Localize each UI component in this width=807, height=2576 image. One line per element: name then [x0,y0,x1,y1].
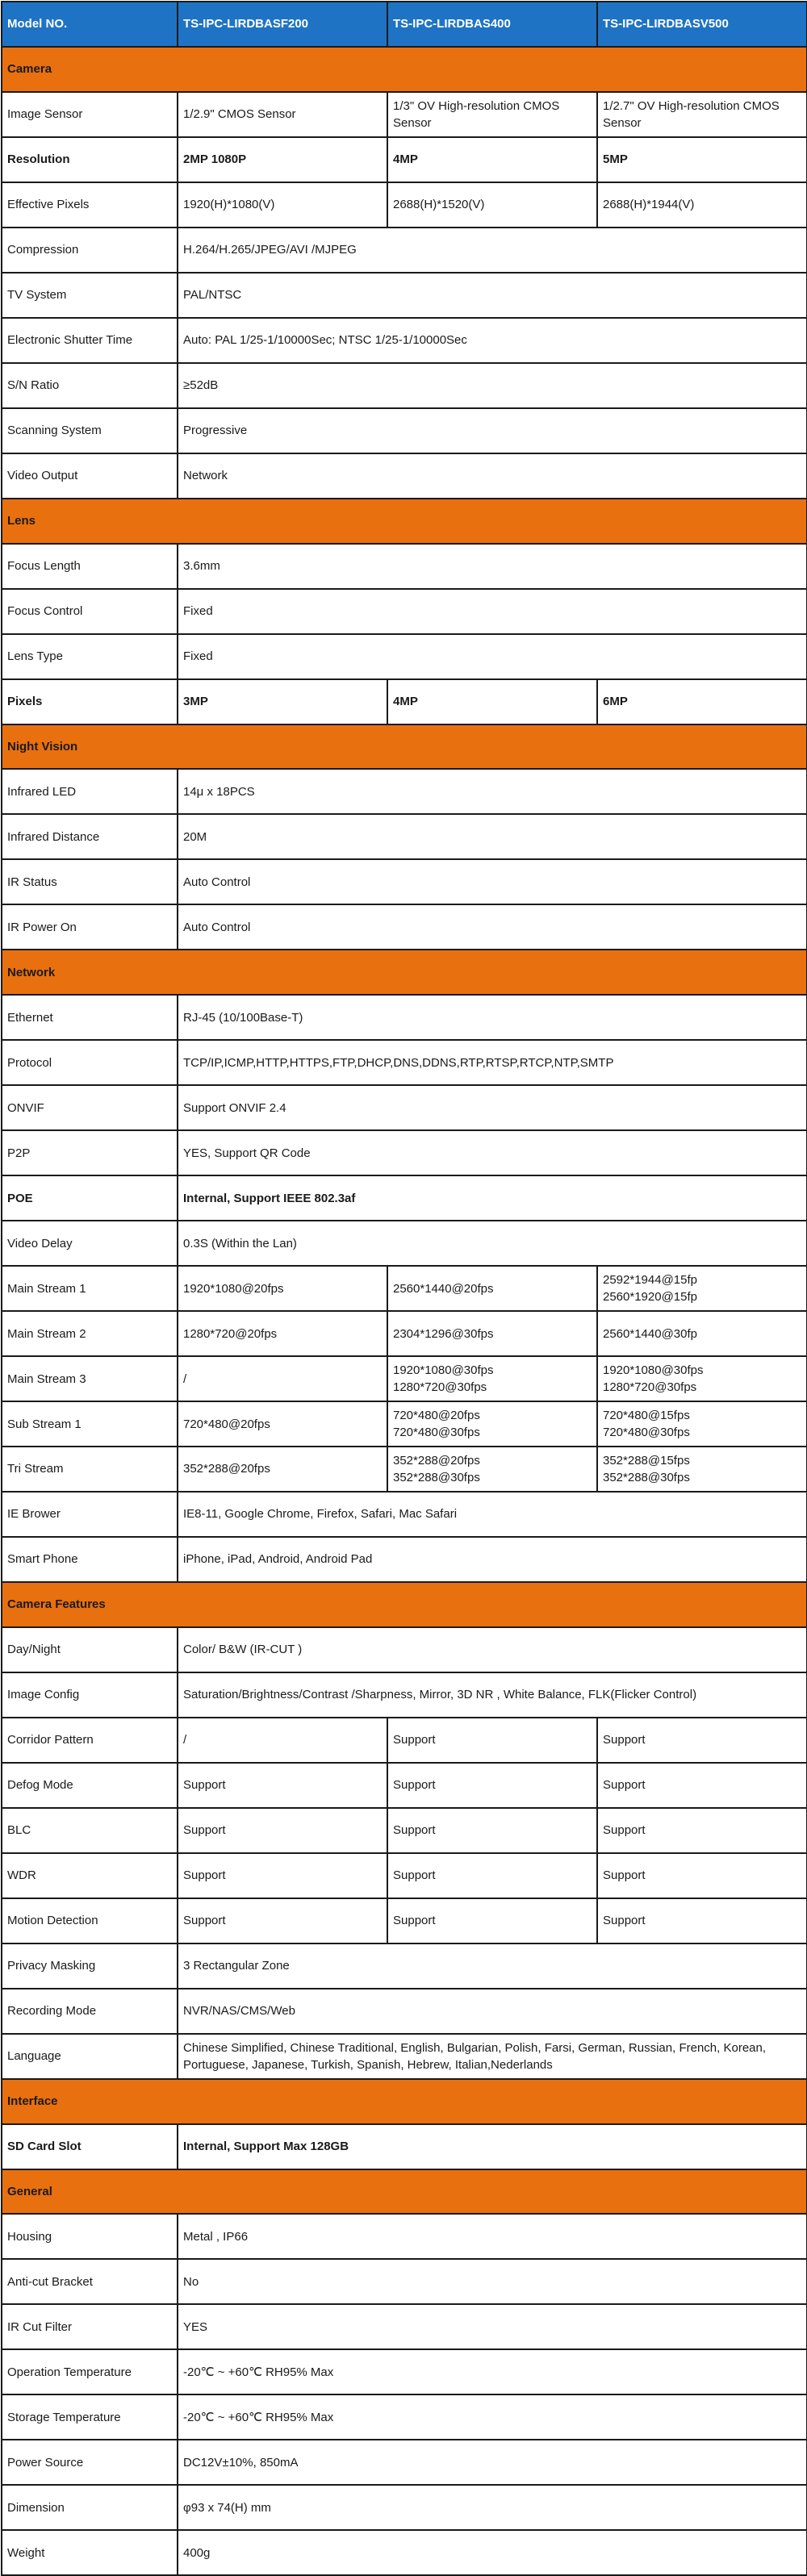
table-row [2,2440,807,2485]
spec-value: Metal , IP66 [178,2214,807,2259]
model-number-header: TS-IPC-LIRDBASF200 [178,2,387,47]
spec-label: Main Stream 2 [2,1311,178,1356]
spec-value: Support [387,1898,597,1943]
table-row [2,2034,807,2079]
spec-value: 1920*1080@30fps 1280*720@30fps [387,1356,597,1401]
spec-label: S/N Ratio [2,363,178,408]
spec-value: 2304*1296@30fps [387,1311,597,1356]
spec-value: / [178,1718,387,1763]
section-header-row [2,47,807,92]
section-header-row [2,724,807,770]
spec-label: Recording Mode [2,1989,178,2034]
column-header-label: Model NO. [2,2,178,47]
spec-value: RJ-45 (10/100Base-T) [178,995,807,1040]
spec-value: Internal, Support IEEE 802.3af [178,1175,807,1221]
table-row [2,679,807,724]
section-title: General [2,2169,807,2215]
table-row [2,137,807,182]
spec-label: Lens Type [2,634,178,679]
spec-label: Infrared Distance [2,814,178,859]
spec-label: Day/Night [2,1627,178,1672]
spec-value: Auto Control [178,859,807,904]
spec-value: 2560*1440@30fp [597,1311,807,1356]
spec-value: Support [387,1763,597,1808]
section-header-row [2,1582,807,1627]
section-title: Network [2,950,807,995]
spec-value: 352*288@20fps [178,1447,387,1492]
table-row [2,544,807,589]
table-row [2,634,807,679]
spec-label: Power Source [2,2440,178,2485]
table-row [2,1447,807,1492]
spec-label: TV System [2,273,178,318]
table-row [2,2304,807,2349]
spec-value: IE8-11, Google Chrome, Firefox, Safari, Mac Safari [178,1492,807,1537]
table-row [2,182,807,228]
spec-label: Storage Temperature [2,2394,178,2440]
spec-value: Auto: PAL 1/25-1/10000Sec; NTSC 1/25-1/10000Sec [178,318,807,363]
table-row [2,453,807,499]
spec-value: Support ONVIF 2.4 [178,1085,807,1130]
spec-value: Support [178,1808,387,1853]
table-row [2,2485,807,2530]
spec-label: Dimension [2,2485,178,2530]
spec-value: φ93 x 74(H) mm [178,2485,807,2530]
spec-label: Motion Detection [2,1898,178,1943]
spec-value: 352*288@15fps 352*288@30fps [597,1447,807,1492]
spec-value: Support [178,1898,387,1943]
spec-value: Support [178,1763,387,1808]
table-row [2,1492,807,1537]
spec-value: 20M [178,814,807,859]
spec-label: Infrared LED [2,769,178,814]
table-row [2,1040,807,1085]
table-row [2,228,807,273]
spec-value: PAL/NTSC [178,273,807,318]
spec-label: IR Power On [2,904,178,950]
spec-label: Scanning System [2,408,178,453]
spec-value: 720*480@20fps [178,1401,387,1447]
spec-label: Corridor Pattern [2,1718,178,1763]
spec-label: Video Output [2,453,178,499]
spec-value: Support [387,1808,597,1853]
spec-table [1,1,807,2576]
spec-label: Ethernet [2,995,178,1040]
spec-value: TCP/IP,ICMP,HTTP,HTTPS,FTP,DHCP,DNS,DDNS,RTP,RTSP,RTCP,NTP,SMTP [178,1040,807,1085]
table-row [2,1537,807,1582]
spec-value: Fixed [178,589,807,634]
spec-value: NVR/NAS/CMS/Web [178,1989,807,2034]
section-header-row [2,499,807,544]
table-row [2,1989,807,2034]
section-header-row [2,2079,807,2124]
spec-value: 1280*720@20fps [178,1311,387,1356]
spec-value: 352*288@20fps 352*288@30fps [387,1447,597,1492]
section-header-row [2,2169,807,2215]
table-row [2,1266,807,1311]
spec-label: Image Config [2,1672,178,1718]
table-row [2,1221,807,1266]
spec-label: Focus Length [2,544,178,589]
table-row [2,1898,807,1943]
table-row [2,1808,807,1853]
section-title: Lens [2,499,807,544]
spec-value: Internal, Support Max 128GB [178,2124,807,2169]
spec-value: 2MP 1080P [178,137,387,182]
spec-value: Chinese Simplified, Chinese Traditional, English, Bulgarian, Polish, Farsi, German, Russian, French, Korean, Portuguese, Japanese, Turkish, Spanish, Hebrew, Italian,Nederlands [178,2034,807,2079]
spec-value: 6MP [597,679,807,724]
spec-label: ONVIF [2,1085,178,1130]
spec-label: Defog Mode [2,1763,178,1808]
spec-value: Network [178,453,807,499]
spec-value: -20℃ ~ +60℃ RH95% Max [178,2349,807,2394]
spec-label: Privacy Masking [2,1943,178,1989]
spec-value: H.264/H.265/JPEG/AVI /MJPEG [178,228,807,273]
table-row [2,1130,807,1175]
spec-value: iPhone, iPad, Android, Android Pad [178,1537,807,1582]
table-row [2,2124,807,2169]
spec-label: Image Sensor [2,92,178,137]
table-row [2,769,807,814]
table-row [2,904,807,950]
spec-value: YES [178,2304,807,2349]
spec-value: Support [597,1763,807,1808]
spec-value: Support [178,1853,387,1898]
spec-value: 4MP [387,137,597,182]
spec-value: 4MP [387,679,597,724]
spec-value: 0.3S (Within the Lan) [178,1221,807,1266]
table-row [2,408,807,453]
spec-label: BLC [2,1808,178,1853]
spec-value: -20℃ ~ +60℃ RH95% Max [178,2394,807,2440]
table-row [2,1401,807,1447]
spec-label: POE [2,1175,178,1221]
spec-value: Progressive [178,408,807,453]
spec-value: Support [597,1853,807,1898]
table-row [2,1943,807,1989]
spec-label: Protocol [2,1040,178,1085]
spec-label: Weight [2,2530,178,2575]
table-row [2,1311,807,1356]
section-title: Camera [2,47,807,92]
spec-value: Support [597,1718,807,1763]
table-row [2,273,807,318]
table-row [2,1085,807,1130]
spec-value: 1920(H)*1080(V) [178,182,387,228]
table-row [2,318,807,363]
spec-value: Auto Control [178,904,807,950]
table-header-row [2,2,807,47]
spec-label: IR Status [2,859,178,904]
table-row [2,92,807,137]
table-row [2,859,807,904]
spec-value: Fixed [178,634,807,679]
table-row [2,814,807,859]
spec-value: No [178,2259,807,2304]
table-row [2,363,807,408]
spec-value: Support [597,1898,807,1943]
model-number-header: TS-IPC-LIRDBAS400 [387,2,597,47]
spec-value: Color/ B&W (IR-CUT ) [178,1627,807,1672]
spec-value: Saturation/Brightness/Contrast /Sharpness, Mirror, 3D NR , White Balance, FLK(Flicker Control) [178,1672,807,1718]
spec-value: 2688(H)*1944(V) [597,182,807,228]
spec-label: Main Stream 3 [2,1356,178,1401]
table-row [2,2394,807,2440]
spec-value: 3 Rectangular Zone [178,1943,807,1989]
spec-label: WDR [2,1853,178,1898]
section-title: Interface [2,2079,807,2124]
spec-label: Compression [2,228,178,273]
spec-value: 3.6mm [178,544,807,589]
spec-value: 3MP [178,679,387,724]
spec-value: 2688(H)*1520(V) [387,182,597,228]
spec-value: 720*480@20fps 720*480@30fps [387,1401,597,1447]
spec-label: P2P [2,1130,178,1175]
table-row [2,2530,807,2575]
spec-label: Effective Pixels [2,182,178,228]
table-row [2,1763,807,1808]
spec-label: Electronic Shutter Time [2,318,178,363]
table-row [2,995,807,1040]
spec-label: Smart Phone [2,1537,178,1582]
spec-value: 720*480@15fps 720*480@30fps [597,1401,807,1447]
spec-value: 1/3" OV High-resolution CMOS Sensor [387,92,597,137]
spec-label: IE Brower [2,1492,178,1537]
spec-label: Anti-cut Bracket [2,2259,178,2304]
section-title: Night Vision [2,724,807,770]
table-row [2,1627,807,1672]
spec-value: 400g [178,2530,807,2575]
spec-value: 5MP [597,137,807,182]
spec-value: ≥52dB [178,363,807,408]
spec-value: Support [387,1718,597,1763]
spec-value: DC12V±10%, 850mA [178,2440,807,2485]
spec-value: YES, Support QR Code [178,1130,807,1175]
spec-value: 1/2.9" CMOS Sensor [178,92,387,137]
table-row [2,2214,807,2259]
section-title: Camera Features [2,1582,807,1627]
spec-label: SD Card Slot [2,2124,178,2169]
spec-value: 1920*1080@20fps [178,1266,387,1311]
spec-label: Focus Control [2,589,178,634]
spec-value: 2592*1944@15fp 2560*1920@15fp [597,1266,807,1311]
table-row [2,1718,807,1763]
spec-label: Tri Stream [2,1447,178,1492]
spec-label: Main Stream 1 [2,1266,178,1311]
spec-value: 1920*1080@30fps 1280*720@30fps [597,1356,807,1401]
table-row [2,1853,807,1898]
spec-label: Pixels [2,679,178,724]
spec-table-body [2,2,807,2575]
table-row [2,1356,807,1401]
spec-label: Video Delay [2,1221,178,1266]
table-row [2,2349,807,2394]
spec-value: 2560*1440@20fps [387,1266,597,1311]
spec-label: Language [2,2034,178,2079]
table-row [2,1672,807,1718]
spec-value: / [178,1356,387,1401]
spec-label: Resolution [2,137,178,182]
spec-label: Operation Temperature [2,2349,178,2394]
spec-value: 14μ x 18PCS [178,769,807,814]
section-header-row [2,950,807,995]
spec-label: Housing [2,2214,178,2259]
spec-value: 1/2.7" OV High-resolution CMOS Sensor [597,92,807,137]
spec-value: Support [597,1808,807,1853]
spec-label: IR Cut Filter [2,2304,178,2349]
spec-value: Support [387,1853,597,1898]
table-row [2,589,807,634]
model-number-header: TS-IPC-LIRDBASV500 [597,2,807,47]
spec-label: Sub Stream 1 [2,1401,178,1447]
table-row [2,1175,807,1221]
table-row [2,2259,807,2304]
